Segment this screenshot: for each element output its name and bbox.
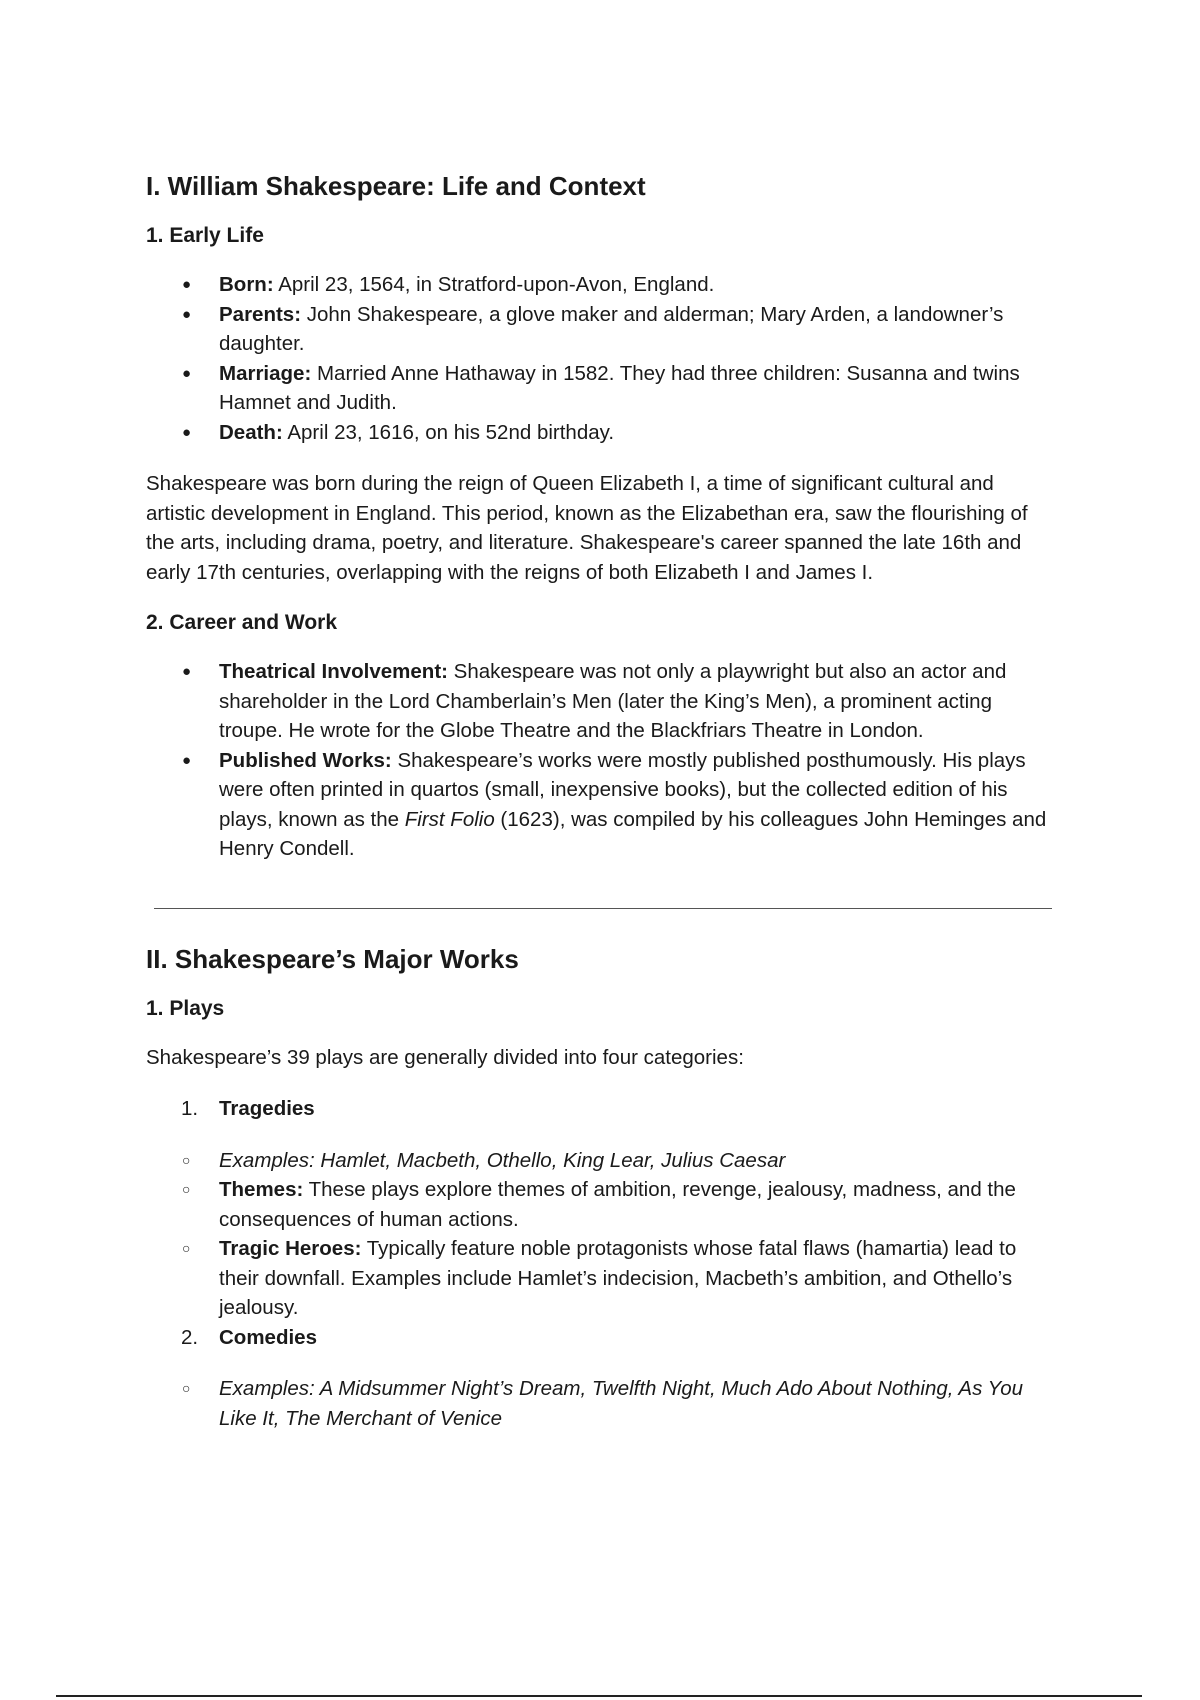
item-text: John Shakespeare, a glove maker and alderman; Mary Arden, a landowner’s daughter.	[219, 302, 1004, 355]
plays-intro: Shakespeare’s 39 plays are generally divided into four categories:	[146, 1045, 744, 1069]
item-label: Themes:	[219, 1178, 304, 1201]
sublist-item	[146, 1374, 1056, 1433]
item-text: Typically feature noble protagonists whose fatal flaws (hamartia) lead to their downfall. Examples include Hamlet’s indecision, Macbeth’s ambition, and Othello’s jealousy.	[219, 1237, 1017, 1319]
comedies-sublist	[146, 1374, 1056, 1433]
horizontal-divider	[154, 908, 1052, 909]
sublist-item	[146, 1234, 1056, 1323]
item-text: April 23, 1564, in Stratford-upon-Avon, England.	[273, 273, 715, 296]
category-title: Tragedies	[219, 1097, 315, 1120]
item-text: Married Anne Hathaway in 1582. They had three children: Susanna and twins Hamnet and Judith.	[219, 361, 1020, 414]
item-text: Shakespeare was not only a playwright but also an actor and shareholder in the Lord Chamberlain’s Men (later the King’s Men), a prominent acting troupe. He wrote for the Globe Theatre and the Blackfriars Theatre in London.	[219, 660, 1007, 742]
list-item	[146, 270, 1056, 300]
examples-text: Examples: Hamlet, Macbeth, Othello, King Lear, Julius Caesar	[219, 1148, 786, 1172]
tragedies-sublist	[146, 1146, 1056, 1323]
subsection-heading: 1. Plays	[146, 996, 225, 1020]
career-list	[146, 657, 1056, 864]
subsection-heading: 2. Career and Work	[146, 611, 338, 634]
item-text: April 23, 1616, on his 52nd birthday.	[282, 420, 615, 444]
play-categories-list	[146, 1094, 1056, 1433]
item-text: These plays explore themes of ambition, revenge, jealousy, madness, and the consequences of human actions.	[219, 1178, 1016, 1231]
list-item	[146, 657, 1056, 746]
category-item	[146, 1323, 1056, 1434]
page-bottom-rule	[56, 1695, 1142, 1697]
sublist-item	[146, 1175, 1056, 1234]
item-text: Shakespeare’s works were mostly published posthumously. His plays were often printed in quartos (small, inexpensive books), but the collected edition of his plays, known as the	[219, 748, 1026, 831]
item-label: Parents:	[219, 302, 302, 326]
item-label: Death:	[219, 420, 283, 444]
category-item	[146, 1094, 1056, 1323]
subsection-heading: 1. Early Life	[146, 224, 264, 247]
item-label: Theatrical Involvement:	[219, 660, 448, 683]
section-title: I. William Shakespeare: Life and Context	[146, 171, 646, 201]
sublist-item	[146, 1146, 1056, 1176]
category-title: Comedies	[219, 1325, 317, 1349]
item-label: Published Works:	[219, 748, 392, 772]
early-life-list	[146, 270, 1056, 447]
item-text: (1623), was compiled by his colleagues John Heminges and Henry Condell.	[219, 807, 1047, 860]
category-number: 2.	[181, 1325, 199, 1349]
list-item	[146, 300, 1056, 359]
list-item	[146, 746, 1056, 864]
section-title: II. Shakespeare’s Major Works	[146, 943, 519, 974]
examples-text: Examples: A Midsummer Night’s Dream, Twelfth Night, Much Ado About Nothing, As You Like It, The Merchant of Venice	[219, 1377, 1024, 1430]
list-item	[146, 418, 1056, 448]
item-label: Born:	[219, 273, 274, 296]
context-paragraph: Shakespeare was born during the reign of Queen Elizabeth I, a time of significant cultural and artistic development in England. This period, known as the Elizabethan era, saw the flourishing of the arts, including drama, poetry, and literature. Shakespeare's career spanned the late 16th and early 17th centuries, overlapping with the reigns of both Elizabeth I and James I.	[146, 472, 1028, 584]
item-label: Tragic Heroes:	[219, 1237, 362, 1260]
list-item	[146, 359, 1056, 418]
category-number: 1.	[181, 1097, 199, 1120]
item-label: Marriage:	[219, 361, 312, 385]
document-page	[146, 170, 1056, 1455]
italic-title: First Folio	[404, 807, 495, 831]
